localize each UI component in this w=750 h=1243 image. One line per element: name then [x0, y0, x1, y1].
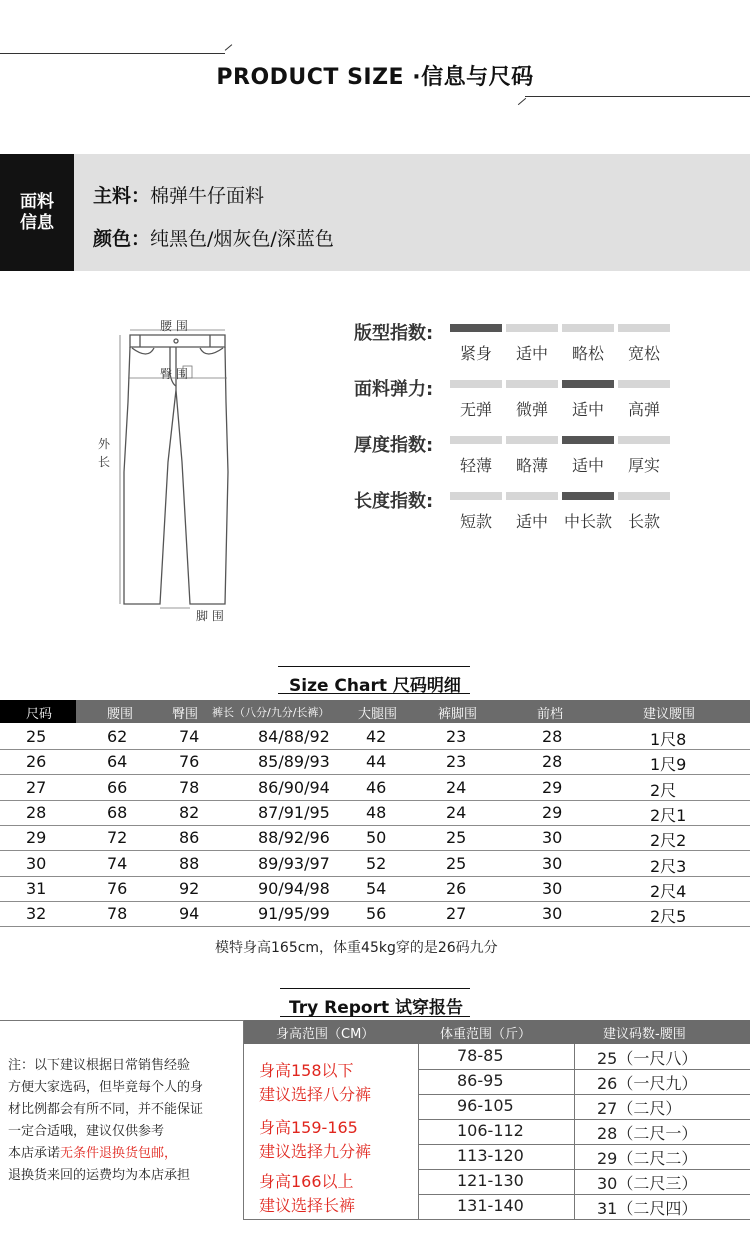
- table-cell: 94: [179, 904, 200, 924]
- try-report-row-divider: [418, 1144, 750, 1145]
- note-line-2: 方便大家选码，但毕竟每个人的身: [8, 1080, 204, 1095]
- table-cell: 90/94/98: [258, 878, 330, 898]
- index-option: 微弹: [515, 400, 548, 419]
- index-option: 短款: [459, 512, 492, 531]
- table-cell: 88/92/96: [258, 828, 330, 848]
- table-row: [0, 876, 750, 902]
- header-rule-left-tick: [225, 44, 233, 51]
- try-report-row-divider: [418, 1069, 750, 1070]
- height-group-2-range: 身高159-165: [259, 1118, 358, 1137]
- table-cell: 85/89/93: [258, 752, 330, 772]
- table-row: [0, 825, 750, 851]
- try-report-note: [8, 1055, 203, 1187]
- weight-cell: 96-105: [457, 1096, 514, 1115]
- index-label-3: 长度指数:: [354, 491, 434, 512]
- try-report-title: Try Report 试穿报告: [289, 998, 464, 1018]
- table-cell: 29: [542, 802, 563, 822]
- pants-diagram: [110, 312, 250, 612]
- size-cell: 28（二尺一）: [597, 1124, 698, 1143]
- index-bar-selected: [562, 492, 614, 500]
- note-line-5: [8, 1143, 203, 1165]
- index-bar: [618, 380, 670, 388]
- table-cell: 31: [26, 878, 47, 898]
- weight-cell: 78-85: [457, 1046, 504, 1065]
- table-cell: 27: [446, 904, 467, 924]
- table-cell: 2尺4: [650, 881, 687, 901]
- table-cell: 23: [446, 727, 467, 746]
- index-bar: [506, 492, 558, 500]
- col-hem: 裤脚围: [438, 707, 478, 722]
- table-cell: 30: [542, 878, 563, 898]
- index-label-0: 版型指数:: [354, 323, 434, 344]
- index-option: 宽松: [627, 344, 660, 363]
- material-value: 棉弹牛仔面料: [150, 185, 265, 207]
- size-cell: 31（二尺四）: [597, 1199, 698, 1218]
- table-cell: 23: [446, 752, 467, 772]
- index-label-2: 厚度指数:: [354, 435, 434, 456]
- note-line-6: 退换货来回的运费均为本店承担: [8, 1168, 191, 1183]
- table-cell: 32: [26, 904, 47, 924]
- size-cell: 27（二尺）: [597, 1099, 682, 1118]
- table-cell: 2尺: [650, 780, 677, 800]
- table-cell: 29: [542, 777, 563, 797]
- material-row: [93, 181, 264, 208]
- size-cell: 26（一尺九）: [597, 1074, 698, 1093]
- table-cell: 78: [107, 904, 128, 924]
- table-cell: 30: [542, 853, 563, 873]
- table-cell: 42: [366, 727, 387, 746]
- col-weight-range: 体重范围（斤）: [440, 1027, 532, 1042]
- table-row: [0, 901, 750, 927]
- try-report-row-divider: [418, 1194, 750, 1195]
- note-line-3: 材比例都会有所不同，并不能保证: [8, 1102, 204, 1117]
- weight-cell: 121-130: [457, 1171, 524, 1190]
- col-suggested-waist: 建议腰围: [643, 707, 696, 722]
- table-cell: 76: [179, 752, 200, 772]
- weight-cell: 131-140: [457, 1196, 524, 1215]
- height-group-1-range: 身高158以下: [259, 1061, 354, 1080]
- fabric-info-band: [0, 154, 750, 271]
- index-bar: [506, 380, 558, 388]
- table-cell: 89/93/97: [258, 853, 330, 873]
- table-row: [0, 749, 750, 775]
- model-note: 模特身高165cm，体重45kg穿的是26码九分: [215, 940, 498, 956]
- try-report-row-divider: [418, 1169, 750, 1170]
- table-cell: 46: [366, 777, 387, 797]
- try-report-row-divider: [418, 1119, 750, 1120]
- table-cell: 1尺8: [650, 730, 687, 749]
- index-bar-selected: [562, 436, 614, 444]
- col-suggested-size: 建议码数-腰围: [603, 1027, 686, 1042]
- col-size: 尺码: [26, 707, 53, 722]
- index-option: 厚实: [627, 456, 660, 475]
- table-cell: 48: [366, 802, 387, 822]
- diagram-hem-label: 脚 围: [196, 609, 224, 623]
- table-cell: 2尺3: [650, 856, 687, 876]
- index-option: 紧身: [459, 344, 492, 363]
- table-cell: 86: [179, 828, 200, 848]
- index-option: 适中: [515, 344, 548, 363]
- diagram-hip-label: 臀 围: [160, 367, 188, 381]
- size-chart-title: Size Chart 尺码明细: [289, 676, 461, 696]
- table-cell: 54: [366, 878, 387, 898]
- tr-vline-1: [243, 1020, 244, 1220]
- table-row: [0, 851, 750, 877]
- table-cell: 29: [26, 828, 47, 848]
- table-row: [0, 800, 750, 826]
- table-cell: 30: [542, 828, 563, 848]
- weight-cell: 106-112: [457, 1121, 524, 1140]
- table-cell: 27: [26, 777, 47, 797]
- material-key: 主料：: [93, 185, 151, 207]
- tr-bottom-rule: [243, 1219, 750, 1220]
- index-bar: [450, 380, 502, 388]
- table-cell: 92: [179, 878, 200, 898]
- table-cell: 50: [366, 828, 387, 848]
- index-option: 高弹: [627, 400, 660, 419]
- table-cell: 30: [542, 904, 563, 924]
- table-cell: 2尺5: [650, 907, 687, 927]
- size-cell: 25（一尺八）: [597, 1049, 698, 1068]
- table-cell: 28: [26, 802, 47, 822]
- col-waist: 腰围: [107, 707, 134, 722]
- table-cell: 44: [366, 752, 387, 772]
- table-cell: 74: [107, 853, 128, 873]
- index-bar-selected: [450, 324, 502, 332]
- col-height-range: 身高范围（CM）: [276, 1027, 375, 1042]
- index-option: 适中: [571, 400, 604, 419]
- table-cell: 25: [26, 727, 47, 746]
- size-chart-header: [0, 700, 750, 723]
- table-cell: 62: [107, 727, 128, 746]
- note-line-4: 一定合适哦，建议仅供参考: [8, 1124, 165, 1139]
- col-hip: 臀围: [172, 707, 199, 722]
- table-cell: 52: [366, 853, 387, 873]
- diagram-waist-label: 腰 围: [160, 319, 188, 333]
- index-bar: [618, 324, 670, 332]
- table-cell: 78: [179, 777, 200, 797]
- index-bar: [506, 324, 558, 332]
- page-title: PRODUCT SIZE ·信息与尺码: [216, 65, 534, 90]
- table-cell: 82: [179, 802, 200, 822]
- height-group-2: [259, 1116, 371, 1164]
- index-option: 略松: [571, 344, 604, 363]
- table-cell: 24: [446, 777, 467, 797]
- try-report-row-divider: [418, 1094, 750, 1095]
- height-group-1: [259, 1059, 371, 1107]
- index-bar: [618, 492, 670, 500]
- table-cell: 1尺9: [650, 755, 687, 775]
- size-cell: 29（二尺二）: [597, 1149, 698, 1168]
- color-key: 颜色：: [93, 228, 151, 250]
- table-cell: 2尺1: [650, 805, 687, 825]
- col-length: 裤长（八分/九分/长裤）: [212, 706, 330, 719]
- table-cell: 86/90/94: [258, 777, 330, 797]
- color-row: [93, 224, 334, 251]
- table-row: [0, 775, 750, 801]
- table-cell: 28: [542, 727, 563, 746]
- index-bar: [450, 492, 502, 500]
- height-group-3-range: 身高166以上: [259, 1172, 354, 1191]
- index-bar: [618, 436, 670, 444]
- table-cell: 28: [542, 752, 563, 772]
- index-option: 长款: [627, 512, 660, 531]
- index-bar: [506, 436, 558, 444]
- header-rule-right: [525, 96, 750, 97]
- table-cell: 72: [107, 828, 128, 848]
- height-group-1-advice: 建议选择八分裤: [259, 1085, 372, 1104]
- table-cell: 84/88/92: [258, 727, 330, 746]
- table-cell: 24: [446, 802, 467, 822]
- diagram-outer-length-label-1: 外: [98, 437, 111, 451]
- table-cell: 88: [179, 853, 200, 873]
- table-cell: 66: [107, 777, 128, 797]
- table-cell: 76: [107, 878, 128, 898]
- table-cell: 56: [366, 904, 387, 924]
- fabric-label-line1: 面料: [20, 191, 54, 212]
- table-cell: 25: [446, 853, 467, 873]
- col-thigh: 大腿围: [358, 707, 398, 722]
- fabric-label-line2: 信息: [20, 212, 54, 233]
- index-option: 适中: [571, 456, 604, 475]
- header-rule-right-tick: [518, 98, 526, 105]
- index-bar: [450, 436, 502, 444]
- weight-cell: 113-120: [457, 1146, 524, 1165]
- color-value: 纯黑色/烟灰色/深蓝色: [150, 228, 334, 250]
- table-cell: 74: [179, 727, 200, 746]
- index-label-1: 面料弹力:: [354, 379, 434, 400]
- index-bar: [562, 324, 614, 332]
- table-cell: 2尺2: [650, 831, 687, 851]
- note-line-1: 注：以下建议根据日常销售经验: [8, 1058, 191, 1073]
- header-rule-left: [0, 53, 225, 54]
- table-cell: 68: [107, 802, 128, 822]
- free-return-promise: 无条件退换货包邮，: [60, 1146, 178, 1161]
- table-row: [0, 724, 750, 750]
- index-option: 轻薄: [459, 456, 492, 475]
- size-cell: 30（二尺三）: [597, 1174, 698, 1193]
- table-cell: 26: [26, 752, 47, 772]
- table-cell: 64: [107, 752, 128, 772]
- height-group-3-advice: 建议选择长裤: [259, 1196, 356, 1215]
- table-cell: 91/95/99: [258, 904, 330, 924]
- index-option: 无弹: [459, 400, 492, 419]
- index-option: 中长款: [563, 512, 612, 531]
- col-rise: 前档: [537, 707, 564, 722]
- weight-cell: 86-95: [457, 1071, 504, 1090]
- tr-top-rule: [0, 1020, 243, 1021]
- table-cell: 30: [26, 853, 47, 873]
- height-group-3: [259, 1170, 355, 1218]
- index-bar-selected: [562, 380, 614, 388]
- diagram-outer-length-label-2: 长: [98, 455, 111, 469]
- height-group-2-advice: 建议选择九分裤: [259, 1142, 372, 1161]
- table-cell: 25: [446, 828, 467, 848]
- table-cell: 87/91/95: [258, 802, 330, 822]
- fabric-info-label: [0, 154, 74, 271]
- table-cell: 26: [446, 878, 467, 898]
- index-option: 适中: [515, 512, 548, 531]
- note-line-5-prefix: 本店承诺: [8, 1146, 61, 1161]
- index-option: 略薄: [515, 456, 548, 475]
